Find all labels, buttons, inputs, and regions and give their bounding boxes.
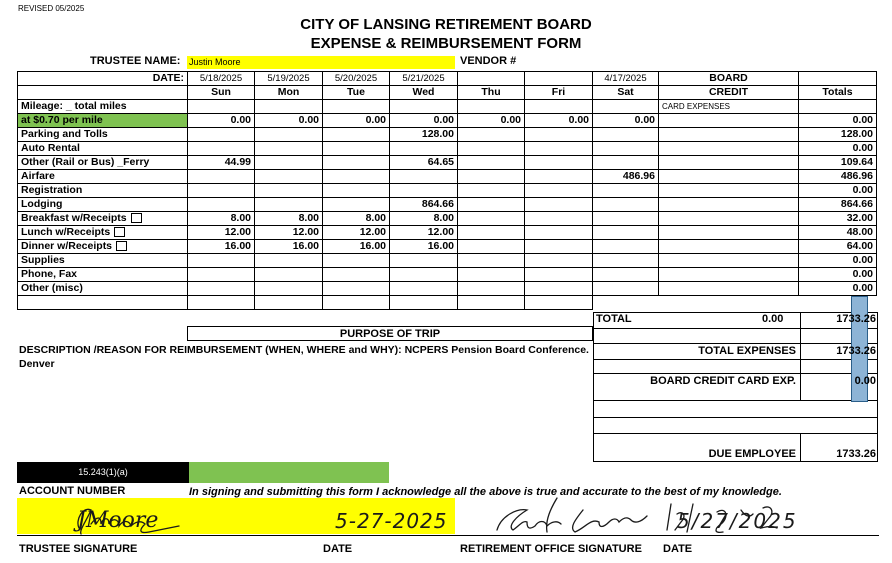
credit-cell[interactable]	[659, 268, 799, 282]
amount-cell[interactable]	[188, 282, 255, 296]
credit-cell[interactable]	[659, 170, 799, 184]
amount-cell[interactable]	[188, 170, 255, 184]
blank-cell	[458, 296, 525, 310]
blank-cell	[390, 296, 458, 310]
credit-header: CREDIT	[659, 86, 799, 100]
amount-cell[interactable]	[593, 240, 659, 254]
date-cell[interactable]: 5/21/2025	[390, 72, 458, 86]
receipt-checkbox[interactable]	[116, 241, 127, 251]
day-header: Sun	[188, 86, 255, 100]
expense-row	[18, 226, 877, 240]
blank-cell	[18, 86, 188, 100]
day-header: Fri	[525, 86, 593, 100]
credit-cell[interactable]	[659, 142, 799, 156]
date-cell[interactable]	[458, 72, 525, 86]
amount-cell[interactable]: 44.99	[188, 156, 255, 170]
amount-cell[interactable]: 0.00	[188, 114, 255, 128]
amount-cell[interactable]: 0.00	[458, 114, 525, 128]
revision-note: REVISED 05/2025	[18, 4, 85, 13]
expense-label: Phone, Fax	[18, 268, 188, 282]
date-label: DATE:	[18, 72, 188, 86]
expense-label: Airfare	[18, 170, 188, 184]
amount-cell[interactable]	[390, 142, 458, 156]
row-total-cell: 0.00	[799, 184, 877, 198]
expense-label: Auto Rental	[18, 142, 188, 156]
expense-row	[18, 198, 877, 212]
credit-cell[interactable]	[659, 114, 799, 128]
amount-cell[interactable]: 8.00	[188, 212, 255, 226]
blank-cell	[255, 296, 323, 310]
amount-cell[interactable]: 16.00	[255, 240, 323, 254]
amount-cell[interactable]	[593, 142, 659, 156]
amount-cell[interactable]	[255, 268, 323, 282]
vendor-number-label: VENDOR #	[460, 55, 517, 67]
expense-row	[18, 254, 877, 268]
date-cell[interactable]: 5/20/2025	[323, 72, 390, 86]
blank-cell	[593, 296, 877, 310]
blank-cell	[525, 296, 593, 310]
expense-label: at $0.70 per mile	[18, 114, 188, 128]
credit-cell[interactable]	[659, 184, 799, 198]
row-total-cell: 0.00	[799, 114, 877, 128]
amount-cell[interactable]	[323, 156, 390, 170]
blank-cell	[188, 296, 255, 310]
expense-label: Supplies	[18, 254, 188, 268]
expense-label: Other (Rail or Bus) _Ferry	[18, 156, 188, 170]
amount-cell[interactable]	[593, 198, 659, 212]
amount-cell[interactable]	[188, 142, 255, 156]
total-label: TOTAL	[596, 313, 632, 325]
signature-line	[17, 535, 879, 536]
expense-label: Parking and Tolls	[18, 128, 188, 142]
expense-label: Other (misc)	[18, 282, 188, 296]
amount-cell[interactable]	[255, 170, 323, 184]
board-header: BOARD	[659, 72, 799, 86]
amount-cell[interactable]	[458, 198, 525, 212]
amount-cell[interactable]	[593, 226, 659, 240]
totals-header-top	[799, 72, 877, 86]
due-employee-value: 1733.26	[836, 448, 876, 460]
total-value: 1733.26	[836, 313, 876, 325]
amount-cell[interactable]: 64.65	[390, 156, 458, 170]
credit-cell[interactable]	[659, 240, 799, 254]
amount-cell[interactable]	[525, 142, 593, 156]
amount-cell[interactable]: 8.00	[390, 212, 458, 226]
trustee-date-handwritten: 5-27-2025	[335, 509, 448, 533]
credit-cell[interactable]	[659, 226, 799, 240]
expense-row	[18, 268, 877, 282]
amount-cell[interactable]	[593, 128, 659, 142]
amount-cell[interactable]	[390, 282, 458, 296]
totals-header: Totals	[799, 86, 877, 100]
row-total-cell: 0.00	[799, 268, 877, 282]
expense-row	[18, 184, 877, 198]
credit-cell[interactable]	[659, 254, 799, 268]
amount-cell[interactable]	[255, 100, 323, 114]
expense-row	[18, 142, 877, 156]
amount-cell[interactable]	[525, 226, 593, 240]
day-header: Thu	[458, 86, 525, 100]
amount-cell[interactable]	[458, 212, 525, 226]
retirement-date-handwritten: 5/27/2025	[677, 509, 798, 533]
amount-cell[interactable]: 486.96	[593, 170, 659, 184]
credit-cell[interactable]	[659, 128, 799, 142]
amount-cell[interactable]	[593, 212, 659, 226]
amount-cell[interactable]: 0.00	[390, 114, 458, 128]
amount-cell[interactable]: 128.00	[390, 128, 458, 142]
date-cell[interactable]: 5/19/2025	[255, 72, 323, 86]
amount-cell[interactable]	[323, 128, 390, 142]
date-cell[interactable]: 5/18/2025	[188, 72, 255, 86]
amount-cell[interactable]	[188, 100, 255, 114]
day-header: Wed	[390, 86, 458, 100]
account-highlight	[189, 462, 389, 483]
trustee-name-field[interactable]: Justin Moore	[187, 56, 455, 69]
divider	[593, 328, 878, 329]
retirement-date-label: DATE	[663, 543, 693, 555]
divider	[593, 343, 878, 344]
amount-cell[interactable]	[458, 156, 525, 170]
row-total-cell: 32.00	[799, 212, 877, 226]
amount-cell[interactable]: 12.00	[255, 226, 323, 240]
amount-cell[interactable]: 0.00	[323, 114, 390, 128]
expense-row	[18, 170, 877, 184]
amount-cell[interactable]	[323, 282, 390, 296]
amount-cell[interactable]	[525, 268, 593, 282]
amount-cell[interactable]	[323, 254, 390, 268]
credit-cell[interactable]	[659, 156, 799, 170]
amount-cell[interactable]	[255, 184, 323, 198]
amount-cell[interactable]	[458, 170, 525, 184]
divider	[593, 417, 878, 418]
expense-row	[18, 282, 877, 296]
amount-cell[interactable]	[525, 254, 593, 268]
form-title-org: CITY OF LANSING RETIREMENT BOARD	[300, 16, 592, 33]
expense-row	[18, 240, 877, 254]
account-code[interactable]: 15.243(1)(a)	[17, 462, 189, 483]
amount-cell[interactable]	[458, 268, 525, 282]
row-total-cell: 0.00	[799, 254, 877, 268]
amount-cell[interactable]	[593, 156, 659, 170]
row-total-cell: 0.00	[799, 282, 877, 296]
amount-cell[interactable]: 864.66	[390, 198, 458, 212]
expense-label: Registration	[18, 184, 188, 198]
amount-cell[interactable]	[525, 184, 593, 198]
account-number-label: ACCOUNT NUMBER	[19, 485, 126, 497]
amount-cell[interactable]	[390, 184, 458, 198]
receipt-checkbox[interactable]	[131, 213, 142, 223]
row-total-cell	[799, 100, 877, 114]
date-cell[interactable]: 4/17/2025	[593, 72, 659, 86]
divider	[593, 359, 878, 360]
amount-cell[interactable]	[255, 254, 323, 268]
blank-cell	[18, 296, 188, 310]
amount-cell[interactable]	[188, 254, 255, 268]
amount-cell[interactable]	[255, 198, 323, 212]
amount-cell[interactable]	[390, 170, 458, 184]
amount-cell[interactable]	[458, 142, 525, 156]
amount-cell[interactable]	[458, 240, 525, 254]
amount-cell[interactable]	[525, 156, 593, 170]
amount-cell[interactable]	[255, 128, 323, 142]
divider	[593, 373, 878, 374]
amount-cell[interactable]	[593, 100, 659, 114]
due-employee-label: DUE EMPLOYEE	[708, 448, 796, 460]
trustee-name-label: TRUSTEE NAME:	[90, 55, 181, 67]
amount-cell[interactable]: 8.00	[323, 212, 390, 226]
amount-cell[interactable]	[188, 128, 255, 142]
trip-description[interactable]: DESCRIPTION /REASON FOR REIMBURSEMENT (WHEN, WHERE and WHY): NCPERS Pension Board Conference. Denver	[19, 344, 589, 370]
expense-row	[18, 100, 877, 114]
expense-row	[18, 156, 877, 170]
credit-cell[interactable]	[659, 212, 799, 226]
amount-cell[interactable]	[525, 240, 593, 254]
amount-cell[interactable]	[458, 282, 525, 296]
row-total-cell: 864.66	[799, 198, 877, 212]
amount-cell[interactable]: 8.00	[255, 212, 323, 226]
trustee-signature-text: JMoore	[77, 508, 159, 533]
amount-cell[interactable]	[458, 128, 525, 142]
amount-cell[interactable]: 12.00	[323, 226, 390, 240]
amount-cell[interactable]	[458, 226, 525, 240]
amount-cell[interactable]	[390, 268, 458, 282]
amount-cell[interactable]	[593, 282, 659, 296]
expense-row	[18, 114, 877, 128]
board-credit-card-label: BOARD CREDIT CARD EXP.	[650, 375, 796, 387]
amount-cell[interactable]: 16.00	[390, 240, 458, 254]
amount-cell[interactable]	[188, 184, 255, 198]
handwriting-layer	[17, 490, 879, 540]
amount-cell[interactable]	[458, 184, 525, 198]
credit-cell[interactable]	[659, 282, 799, 296]
date-cell[interactable]	[525, 72, 593, 86]
amount-cell[interactable]	[188, 198, 255, 212]
receipt-checkbox[interactable]	[114, 227, 125, 237]
amount-cell[interactable]	[458, 254, 525, 268]
amount-cell[interactable]	[593, 268, 659, 282]
credit-cell[interactable]	[659, 198, 799, 212]
amount-cell[interactable]	[323, 100, 390, 114]
amount-cell[interactable]	[323, 170, 390, 184]
row-total-cell: 0.00	[799, 142, 877, 156]
expense-row	[18, 212, 877, 226]
expense-label: Lodging	[18, 198, 188, 212]
amount-cell[interactable]	[525, 100, 593, 114]
amount-cell[interactable]	[525, 212, 593, 226]
amount-cell[interactable]	[593, 184, 659, 198]
row-total-cell: 128.00	[799, 128, 877, 142]
board-credit-card-value: 0.00	[854, 375, 876, 387]
total-expenses-label: TOTAL EXPENSES	[698, 345, 796, 357]
form-title: EXPENSE & REIMBURSEMENT FORM	[310, 35, 582, 52]
day-header: Mon	[255, 86, 323, 100]
acknowledgement-text: In signing and submitting this form I acknowledge all the above is true and accurate to the best of my knowledge.	[189, 486, 782, 498]
total-expenses-value: 1733.26	[836, 345, 876, 357]
amount-cell[interactable]	[525, 170, 593, 184]
expense-label: Dinner w/Receipts	[18, 240, 188, 254]
amount-cell[interactable]	[188, 268, 255, 282]
amount-cell[interactable]: 12.00	[390, 226, 458, 240]
amount-cell[interactable]: 0.00	[525, 114, 593, 128]
retirement-signature-scribble	[497, 498, 647, 532]
amount-cell[interactable]: 16.00	[323, 240, 390, 254]
trustee-date-label: DATE	[323, 543, 353, 555]
amount-cell[interactable]: 0.00	[255, 114, 323, 128]
blank-cell	[323, 296, 390, 310]
expense-label: Mileage: _ total miles	[18, 100, 188, 114]
row-total-cell: 64.00	[799, 240, 877, 254]
divider	[800, 312, 801, 400]
amount-cell[interactable]	[323, 184, 390, 198]
expense-label: Lunch w/Receipts	[18, 226, 188, 240]
amount-cell[interactable]: 0.00	[593, 114, 659, 128]
row-total-cell: 109.64	[799, 156, 877, 170]
row-total-cell: 48.00	[799, 226, 877, 240]
amount-cell[interactable]	[323, 142, 390, 156]
day-header: Sat	[593, 86, 659, 100]
amount-cell[interactable]	[390, 100, 458, 114]
amount-cell[interactable]	[525, 128, 593, 142]
expense-label: Breakfast w/Receipts	[18, 212, 188, 226]
expense-row	[18, 128, 877, 142]
amount-cell[interactable]	[390, 254, 458, 268]
amount-cell[interactable]	[525, 198, 593, 212]
amount-cell[interactable]	[525, 282, 593, 296]
expense-table	[17, 71, 877, 310]
row-total-cell: 486.96	[799, 170, 877, 184]
day-header: Tue	[323, 86, 390, 100]
amount-cell[interactable]	[323, 198, 390, 212]
amount-cell[interactable]	[255, 282, 323, 296]
retirement-signature-label: RETIREMENT OFFICE SIGNATURE	[460, 543, 642, 555]
total-credit-value: 0.00	[762, 313, 784, 325]
trustee-signature-label: TRUSTEE SIGNATURE	[19, 543, 138, 555]
amount-cell[interactable]: 12.00	[188, 226, 255, 240]
amount-cell[interactable]: 16.00	[188, 240, 255, 254]
card-expenses-label: CARD EXPENSES	[659, 100, 799, 114]
amount-cell[interactable]	[255, 142, 323, 156]
amount-cell[interactable]	[323, 268, 390, 282]
amount-cell[interactable]	[255, 156, 323, 170]
purpose-of-trip-header: PURPOSE OF TRIP	[187, 326, 593, 341]
amount-cell[interactable]	[458, 100, 525, 114]
amount-cell[interactable]	[593, 254, 659, 268]
divider	[593, 400, 878, 401]
